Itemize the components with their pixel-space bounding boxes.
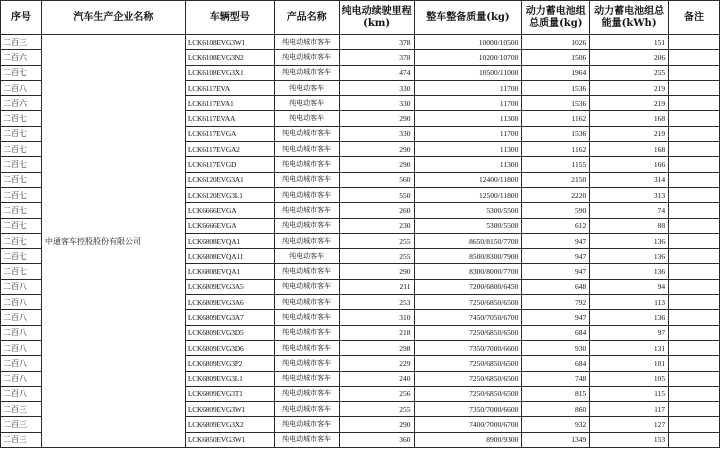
note-cell — [669, 35, 720, 50]
note-cell — [669, 310, 720, 325]
seq-cell: 二百七 — [1, 218, 42, 233]
note-cell — [669, 402, 720, 417]
seq-cell: 二百三 — [1, 417, 42, 432]
model-cell: LCK6808EVQA11 — [185, 249, 274, 264]
range-cell: 255 — [339, 402, 414, 417]
battery-mass-cell: 947 — [522, 249, 590, 264]
battery-mass-cell: 1162 — [522, 142, 590, 157]
battery-mass-cell: 648 — [522, 279, 590, 294]
product-name-cell: 纯电动城市客车 — [274, 340, 339, 355]
product-name-cell: 纯电动城市客车 — [274, 157, 339, 172]
range-cell: 255 — [339, 233, 414, 248]
model-cell: LCK6809EVG3W1 — [185, 402, 274, 417]
range-cell: 230 — [339, 218, 414, 233]
battery-mass-cell: 1349 — [522, 432, 590, 447]
product-name-cell: 纯电动城市客车 — [274, 325, 339, 340]
battery-energy-cell: 136 — [590, 249, 669, 264]
battery-energy-cell: 115 — [590, 386, 669, 401]
seq-cell: 二百七 — [1, 233, 42, 248]
range-cell: 474 — [339, 65, 414, 80]
note-cell — [669, 80, 720, 95]
battery-mass-cell: 1964 — [522, 65, 590, 80]
battery-energy-cell: 127 — [590, 417, 669, 432]
battery-mass-cell: 684 — [522, 356, 590, 371]
battery-mass-cell: 1026 — [522, 35, 590, 50]
header-model: 车辆型号 — [185, 1, 274, 35]
product-name-cell: 纯电动城市客车 — [274, 142, 339, 157]
model-cell: LCK6809EVG3T1 — [185, 386, 274, 401]
model-cell: LCK6108EVG3W1 — [185, 35, 274, 50]
header-battery-mass: 动力蓄电池组总质量(kg) — [522, 1, 590, 35]
product-name-cell: 纯电动城市客车 — [274, 264, 339, 279]
seq-cell: 二百三 — [1, 432, 42, 447]
range-cell: 290 — [339, 142, 414, 157]
mass-cell: 8900/9300 — [414, 432, 522, 447]
mass-cell: 7400/7000/6700 — [414, 417, 522, 432]
product-name-cell: 纯电动城市客车 — [274, 356, 339, 371]
battery-energy-cell: 219 — [590, 80, 669, 95]
range-cell: 260 — [339, 203, 414, 218]
battery-energy-cell: 313 — [590, 187, 669, 202]
model-cell: LCK6666EVGA — [185, 218, 274, 233]
product-name-cell: 纯电动城市客车 — [274, 371, 339, 386]
seq-cell: 二百八 — [1, 295, 42, 310]
battery-energy-cell: 97 — [590, 325, 669, 340]
range-cell: 255 — [339, 249, 414, 264]
note-cell — [669, 371, 720, 386]
seq-cell: 二百八 — [1, 386, 42, 401]
header-product: 产品名称 — [274, 1, 339, 35]
product-name-cell: 纯电动客车 — [274, 249, 339, 264]
company-cell: 中通客车控股股份有限公司 — [41, 35, 185, 448]
battery-mass-cell: 684 — [522, 325, 590, 340]
product-name-cell: 纯电动城市客车 — [274, 233, 339, 248]
product-name-cell: 纯电动客车 — [274, 96, 339, 111]
range-cell: 330 — [339, 126, 414, 141]
model-cell: LCK6809EVG3A5 — [185, 279, 274, 294]
range-cell: 229 — [339, 356, 414, 371]
model-cell: LCK6666EVGA — [185, 203, 274, 218]
battery-energy-cell: 136 — [590, 233, 669, 248]
mass-cell: 7200/6800/6450 — [414, 279, 522, 294]
product-name-cell: 纯电动城市客车 — [274, 310, 339, 325]
mass-cell: 7250/6850/6500 — [414, 295, 522, 310]
model-cell: LCK6808EVQA1 — [185, 233, 274, 248]
mass-cell: 7250/6850/6500 — [414, 386, 522, 401]
battery-mass-cell: 1536 — [522, 80, 590, 95]
battery-energy-cell: 166 — [590, 157, 669, 172]
mass-cell: 11700 — [414, 80, 522, 95]
battery-energy-cell: 101 — [590, 356, 669, 371]
seq-cell: 二百七 — [1, 157, 42, 172]
model-cell: LCK6108EVG3X1 — [185, 65, 274, 80]
battery-mass-cell: 932 — [522, 417, 590, 432]
mass-cell: 7350/7000/6600 — [414, 340, 522, 355]
battery-energy-cell: 255 — [590, 65, 669, 80]
note-cell — [669, 340, 720, 355]
battery-energy-cell: 74 — [590, 203, 669, 218]
product-name-cell: 纯电动城市客车 — [274, 402, 339, 417]
mass-cell: 10500/11000 — [414, 65, 522, 80]
model-cell: LCK6117EVGA — [185, 126, 274, 141]
model-cell: LCK6809EVG3D6 — [185, 340, 274, 355]
note-cell — [669, 325, 720, 340]
seq-cell: 二百八 — [1, 80, 42, 95]
battery-energy-cell: 153 — [590, 432, 669, 447]
model-cell: LCK6809EVG3D5 — [185, 325, 274, 340]
range-cell: 378 — [339, 50, 414, 65]
product-name-cell: 纯电动城市客车 — [274, 417, 339, 432]
range-cell: 290 — [339, 111, 414, 126]
note-cell — [669, 279, 720, 294]
mass-cell: 8650/8150/7700 — [414, 233, 522, 248]
note-cell — [669, 203, 720, 218]
range-cell: 218 — [339, 325, 414, 340]
note-cell — [669, 233, 720, 248]
battery-mass-cell: 947 — [522, 264, 590, 279]
seq-cell: 二百八 — [1, 310, 42, 325]
battery-energy-cell: 168 — [590, 111, 669, 126]
mass-cell: 10200/10700 — [414, 50, 522, 65]
model-cell: LCK6117EVGD — [185, 157, 274, 172]
battery-energy-cell: 94 — [590, 279, 669, 294]
range-cell: 550 — [339, 187, 414, 202]
model-cell: LCK6808EVQA1 — [185, 264, 274, 279]
seq-cell: 二百八 — [1, 340, 42, 355]
mass-cell: 12500/11800 — [414, 187, 522, 202]
header-mass: 整车整备质量(kg) — [414, 1, 522, 35]
mass-cell: 7250/6850/6500 — [414, 325, 522, 340]
battery-energy-cell: 151 — [590, 35, 669, 50]
seq-cell: 二百三 — [1, 35, 42, 50]
battery-energy-cell: 131 — [590, 340, 669, 355]
product-name-cell: 纯电动客车 — [274, 111, 339, 126]
model-cell: LCK6809EVG3X2 — [185, 417, 274, 432]
seq-cell: 二百七 — [1, 203, 42, 218]
product-name-cell: 纯电动城市客车 — [274, 65, 339, 80]
battery-mass-cell: 947 — [522, 310, 590, 325]
note-cell — [669, 295, 720, 310]
range-cell: 253 — [339, 295, 414, 310]
model-cell: LCK6117EVA1 — [185, 96, 274, 111]
range-cell: 310 — [339, 310, 414, 325]
mass-cell: 11700 — [414, 96, 522, 111]
product-name-cell: 纯电动城市客车 — [274, 203, 339, 218]
seq-cell: 二百七 — [1, 111, 42, 126]
mass-cell: 7250/6850/6500 — [414, 356, 522, 371]
mass-cell: 5300/5500 — [414, 218, 522, 233]
battery-mass-cell: 1506 — [522, 50, 590, 65]
header-seq: 序号 — [1, 1, 42, 35]
battery-energy-cell: 117 — [590, 402, 669, 417]
battery-energy-cell: 314 — [590, 172, 669, 187]
model-cell: LCK6120EVG3L1 — [185, 187, 274, 202]
battery-energy-cell: 88 — [590, 218, 669, 233]
mass-cell: 11700 — [414, 126, 522, 141]
battery-mass-cell: 612 — [522, 218, 590, 233]
seq-cell: 二百八 — [1, 356, 42, 371]
seq-cell: 二百八 — [1, 371, 42, 386]
range-cell: 378 — [339, 35, 414, 50]
note-cell — [669, 111, 720, 126]
seq-cell: 二百七 — [1, 172, 42, 187]
battery-mass-cell: 860 — [522, 402, 590, 417]
mass-cell: 12400/11800 — [414, 172, 522, 187]
mass-cell: 7350/7000/6600 — [414, 402, 522, 417]
header-company: 汽车生产企业名称 — [41, 1, 185, 35]
table-row — [1, 35, 720, 50]
mass-cell: 7250/6850/6500 — [414, 371, 522, 386]
range-cell: 330 — [339, 80, 414, 95]
mass-cell: 8300/8000/7700 — [414, 264, 522, 279]
battery-mass-cell: 2220 — [522, 187, 590, 202]
note-cell — [669, 187, 720, 202]
model-cell: LCK6809EVG3P2 — [185, 356, 274, 371]
note-cell — [669, 249, 720, 264]
mass-cell: 10000/10500 — [414, 35, 522, 50]
note-cell — [669, 417, 720, 432]
mass-cell: 8500/8300/7900 — [414, 249, 522, 264]
battery-mass-cell: 748 — [522, 371, 590, 386]
battery-energy-cell: 219 — [590, 126, 669, 141]
battery-energy-cell: 136 — [590, 310, 669, 325]
product-name-cell: 纯电动城市客车 — [274, 279, 339, 294]
model-cell: LCK6108EVG3N2 — [185, 50, 274, 65]
note-cell — [669, 65, 720, 80]
battery-mass-cell: 1162 — [522, 111, 590, 126]
table-body — [1, 35, 720, 448]
note-cell — [669, 96, 720, 111]
mass-cell: 11300 — [414, 142, 522, 157]
note-cell — [669, 142, 720, 157]
product-name-cell: 纯电动城市客车 — [274, 386, 339, 401]
header-note: 备注 — [669, 1, 720, 35]
range-cell: 290 — [339, 417, 414, 432]
model-cell: LCK6117EVGA2 — [185, 142, 274, 157]
seq-cell: 二百八 — [1, 325, 42, 340]
header-range: 纯电动续驶里程(km) — [339, 1, 414, 35]
product-name-cell: 纯电动城市客车 — [274, 35, 339, 50]
model-cell: LCK6117EVAA — [185, 111, 274, 126]
note-cell — [669, 218, 720, 233]
battery-mass-cell: 590 — [522, 203, 590, 218]
battery-energy-cell: 113 — [590, 295, 669, 310]
model-cell: LCK6850EVG3W1 — [185, 432, 274, 447]
range-cell: 560 — [339, 172, 414, 187]
range-cell: 290 — [339, 157, 414, 172]
battery-energy-cell: 206 — [590, 50, 669, 65]
range-cell: 290 — [339, 264, 414, 279]
seq-cell: 二百六 — [1, 96, 42, 111]
mass-cell: 11300 — [414, 111, 522, 126]
range-cell: 298 — [339, 340, 414, 355]
product-name-cell: 纯电动城市客车 — [274, 432, 339, 447]
note-cell — [669, 386, 720, 401]
product-name-cell: 纯电动城市客车 — [274, 295, 339, 310]
range-cell: 211 — [339, 279, 414, 294]
note-cell — [669, 432, 720, 447]
model-cell: LCK6120EVG3A1 — [185, 172, 274, 187]
range-cell: 360 — [339, 432, 414, 447]
seq-cell: 二百八 — [1, 279, 42, 294]
battery-energy-cell: 219 — [590, 96, 669, 111]
note-cell — [669, 356, 720, 371]
seq-cell: 二百七 — [1, 187, 42, 202]
note-cell — [669, 126, 720, 141]
seq-cell: 二百七 — [1, 142, 42, 157]
seq-cell: 二百七 — [1, 126, 42, 141]
range-cell: 330 — [339, 96, 414, 111]
note-cell — [669, 157, 720, 172]
product-name-cell: 纯电动城市客车 — [274, 126, 339, 141]
battery-energy-cell: 168 — [590, 142, 669, 157]
range-cell: 240 — [339, 371, 414, 386]
battery-mass-cell: 2150 — [522, 172, 590, 187]
seq-cell: 二百三 — [1, 402, 42, 417]
header-row — [1, 1, 720, 35]
model-cell: LCK6809EVG3L1 — [185, 371, 274, 386]
seq-cell: 二百七 — [1, 264, 42, 279]
note-cell — [669, 172, 720, 187]
product-name-cell: 纯电动城市客车 — [274, 172, 339, 187]
mass-cell: 5300/5500 — [414, 203, 522, 218]
mass-cell: 11300 — [414, 157, 522, 172]
battery-mass-cell: 1155 — [522, 157, 590, 172]
model-cell: LCK6809EVG3A6 — [185, 295, 274, 310]
product-name-cell: 纯电动城市客车 — [274, 187, 339, 202]
header-battery-energy: 动力蓄电池组总能量(kWh) — [590, 1, 669, 35]
product-name-cell: 纯电动城市客车 — [274, 50, 339, 65]
product-name-cell: 纯电动城市客车 — [274, 218, 339, 233]
note-cell — [669, 50, 720, 65]
seq-cell: 二百七 — [1, 249, 42, 264]
model-cell: LCK6809EVG3A7 — [185, 310, 274, 325]
battery-mass-cell: 1536 — [522, 126, 590, 141]
product-name-cell: 纯电动客车 — [274, 80, 339, 95]
seq-cell: 二百七 — [1, 65, 42, 80]
battery-mass-cell: 930 — [522, 340, 590, 355]
battery-mass-cell: 792 — [522, 295, 590, 310]
model-cell: LCK6117EVA — [185, 80, 274, 95]
note-cell — [669, 264, 720, 279]
battery-mass-cell: 815 — [522, 386, 590, 401]
range-cell: 256 — [339, 386, 414, 401]
mass-cell: 7450/7050/6700 — [414, 310, 522, 325]
battery-mass-cell: 947 — [522, 233, 590, 248]
seq-cell: 二百六 — [1, 50, 42, 65]
battery-energy-cell: 136 — [590, 264, 669, 279]
battery-energy-cell: 105 — [590, 371, 669, 386]
battery-mass-cell: 1536 — [522, 96, 590, 111]
